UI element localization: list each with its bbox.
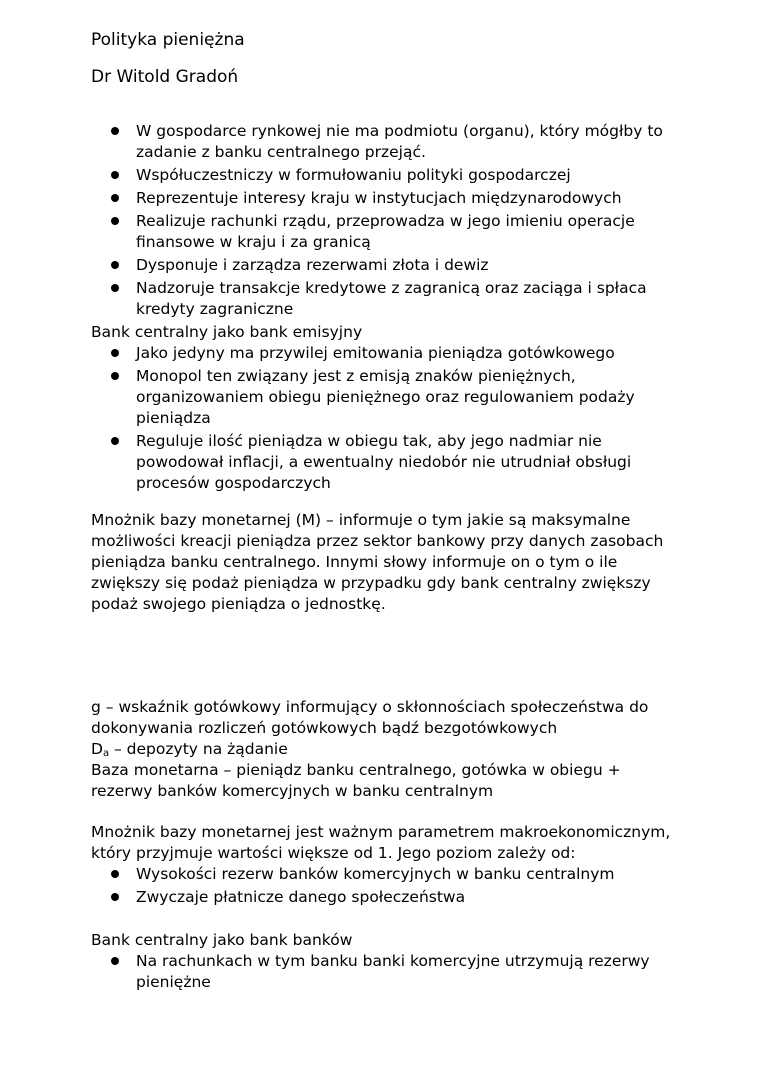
bullet-icon [111,349,119,357]
list-item: Nadzoruje transakcje kredytowe z zagranicą oraz zaciąga i spłaca kredyty zagraniczne [91,278,681,320]
list-item: Dysponuje i zarządza rezerwami złota i dewiz [91,255,681,276]
central-bank-tasks-list [91,121,681,320]
bullet-icon [111,217,119,225]
list-item: Wysokości rezerw banków komercyjnych w banku centralnym [91,864,681,885]
list-item: W gospodarce rynkowej nie ma podmiotu (organu), który mógłby to zadanie z banku centralnego przejąć. [91,121,681,163]
bullet-icon [111,127,119,135]
spacer [91,802,681,822]
list-item: Na rachunkach w tym banku banki komercyjne utrzymują rezerwy pieniężne [91,951,681,993]
multiplier-factors-list [91,864,681,908]
bullet-icon [111,893,119,901]
bullet-icon [111,372,119,380]
bullet-icon [111,194,119,202]
bullet-icon [111,261,119,269]
list-item: Realizuje rachunki rządu, przeprowadza w jego imieniu operacje finansowe w kraju i za granicą [91,211,681,253]
list-item: Reguluje ilość pieniądza w obiegu tak, aby jego nadmiar nie powodował inflacji, a ewentualny niedobór nie utrudniał obsługi procesów gospodarczych [91,431,681,494]
bullet-icon [111,957,119,965]
bank-of-banks-heading: Bank centralny jako bank banków [91,931,353,949]
list-item: Reprezentuje interesy kraju w instytucjach międzynarodowych [91,188,681,209]
document-author: Dr Witold Gradoń [91,67,239,87]
spacer [91,496,681,510]
emission-bank-heading: Bank centralny jako bank emisyjny [91,323,363,341]
bullet-icon [111,284,119,292]
list-item: Zwyczaje płatnicze danego społeczeństwa [91,887,681,908]
definition-da: $D_a$ – depozyty na żądanie [91,740,288,759]
definition-monetary-base: Baza monetarna – pieniądz banku centralnego, gotówka w obiegu + rezerwy banków komercyjnych w banku centralnym [91,761,621,800]
document-title: Polityka pieniężna [91,30,245,50]
bank-of-banks-list [91,951,681,993]
formula-spacer [91,615,681,697]
emission-bank-list [91,343,681,494]
bullet-icon [111,870,119,878]
document-body [91,121,681,995]
multiplier-paragraph: Mnożnik bazy monetarnej (M) – informuje o tym jakie są maksymalne możliwości kreacji pieniądza przez sektor bankowy przy danych zasobach pieniądza banku centralnego. Innymi słowy informuje on o tym o ile zwiększy się podaż pieniądza w przypadku gdy bank centralny zwiększy podaż swojego pieniądza o jednostkę. [91,511,664,613]
list-item: Monopol ten związany jest z emisją znaków pieniężnych, organizowaniem obiegu pieniężnego oraz regulowaniem podaży pieniądza [91,366,681,429]
list-item: Jako jedyny ma przywilej emitowania pieniądza gotówkowego [91,343,681,364]
bullet-icon [111,437,119,445]
bullet-icon [111,171,119,179]
multiplier-parameter-paragraph: Mnożnik bazy monetarnej jest ważnym parametrem makroekonomicznym, który przyjmuje wartości większe od 1. Jego poziom zależy od: [91,823,671,862]
spacer [91,910,681,930]
definition-g: g – wskaźnik gotówkowy informujący o skłonnościach społeczeństwa do dokonywania rozliczeń gotówkowych bądź bezgotówkowych [91,698,649,737]
list-item: Współuczestniczy w formułowaniu polityki gospodarczej [91,165,681,186]
